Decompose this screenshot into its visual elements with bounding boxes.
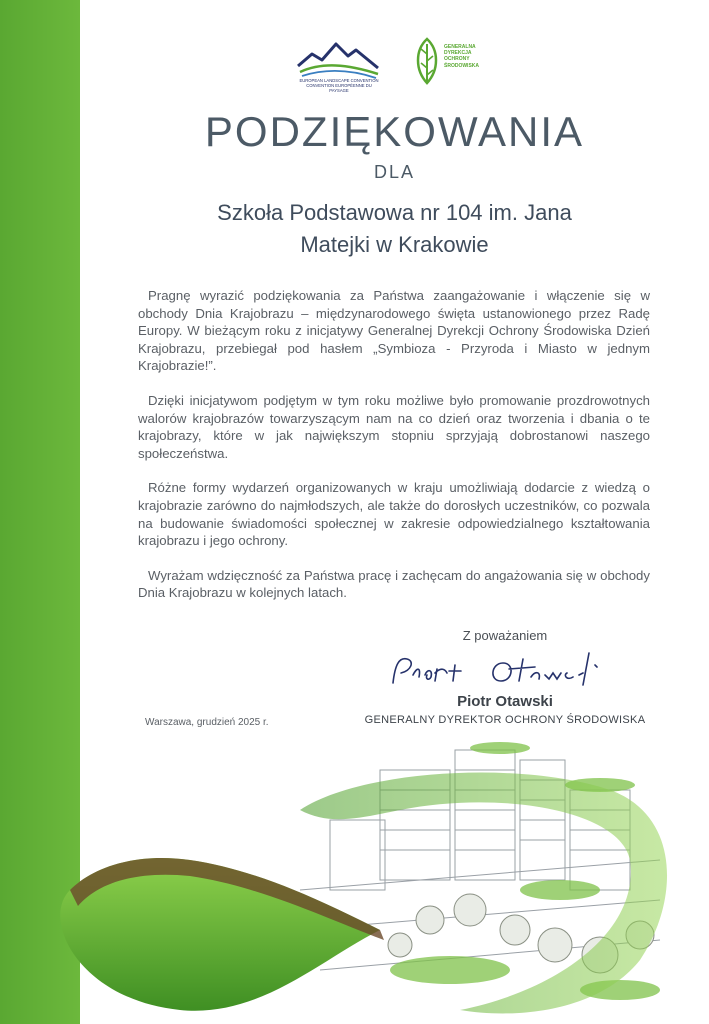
body-paragraph-4: Wyrażam wdzięczność za Państwa pracę i zachęcam do angażowania się w obchody Dnia Krajobrazu w kolejnych latach. — [138, 567, 650, 601]
gdos-caption — [444, 44, 484, 69]
for-label: DLA — [373, 162, 415, 182]
gdos-line-3: OCHRONY — [444, 56, 470, 63]
body-paragraph-1: Pragnę wyrazić podziękowania za Państwa zaangażowanie i włączenie się w obchody Dnia Krajobrazu – międzynarodowego święta ustanowionego przez Radę Europy. W bieżącym roku z inicjatywy Generalnej Dyrekcji Ochrony Środowiska Dzień Krajobrazu, przebiegał pod hasłem „Symbioza - Przyroda i Miasto w jednym Krajobrazie!”. — [138, 288, 650, 374]
landscape-city-illustration — [0, 730, 709, 1024]
gdos-line-4: ŚRODOWISKA — [444, 62, 479, 69]
body-paragraph-3: Różne formy wydarzeń organizowanych w kraju umożliwiają dodarcie z wiedzą o krajobrazie zarówno do najmłodszych, ale także do dorosłych uczestników, co pozwala na budowanie świadomości społecznej w zakresie odpowiedzialnego kształtowania krajobrazu i jego ochrony. — [138, 480, 650, 549]
signer-name: Piotr Otawski — [457, 693, 553, 710]
place-and-date: Warszawa, grudzień 2025 r. — [145, 717, 269, 728]
logos-header — [0, 34, 709, 94]
body-paragraph-2: Dzięki inicjatywom podjętym w tym roku możliwe było promowanie prozdrowotnych walorów krajobrazów towarzyszącym nam na co dzień oraz tworzenia i dbania o te krajobrazy, które w jak największym stopniu sprzyjają dobrostanowi naszego społeczeństwa. — [138, 392, 650, 461]
gdos-line-1: GENERALNA — [444, 44, 476, 50]
gdos-leaf-logo — [412, 36, 442, 86]
handwritten-signature — [385, 645, 615, 695]
elc-caption-line-1: EUROPEAN LANDSCAPE CONVENTION — [299, 78, 379, 83]
elc-caption-line-2: CONVENTION EUROPÉENNE DU PAYSAGE — [306, 83, 372, 93]
signer-role: GENERALNY DYREKTOR OCHRONY ŚRODOWISKA — [364, 714, 646, 726]
letter-body — [138, 287, 650, 619]
gdos-line-2: DYREKCJA — [444, 50, 472, 57]
recipient-line-1: Szkoła Podstawowa nr 104 im. Jana — [217, 200, 572, 225]
recipient-line-2: Matejki w Krakowie — [300, 232, 489, 257]
closing-salutation: Z poważaniem — [462, 628, 548, 643]
elc-caption — [296, 78, 382, 93]
recipient-name — [80, 197, 709, 261]
certificate-title: PODZIĘKOWANIA — [204, 108, 585, 155]
